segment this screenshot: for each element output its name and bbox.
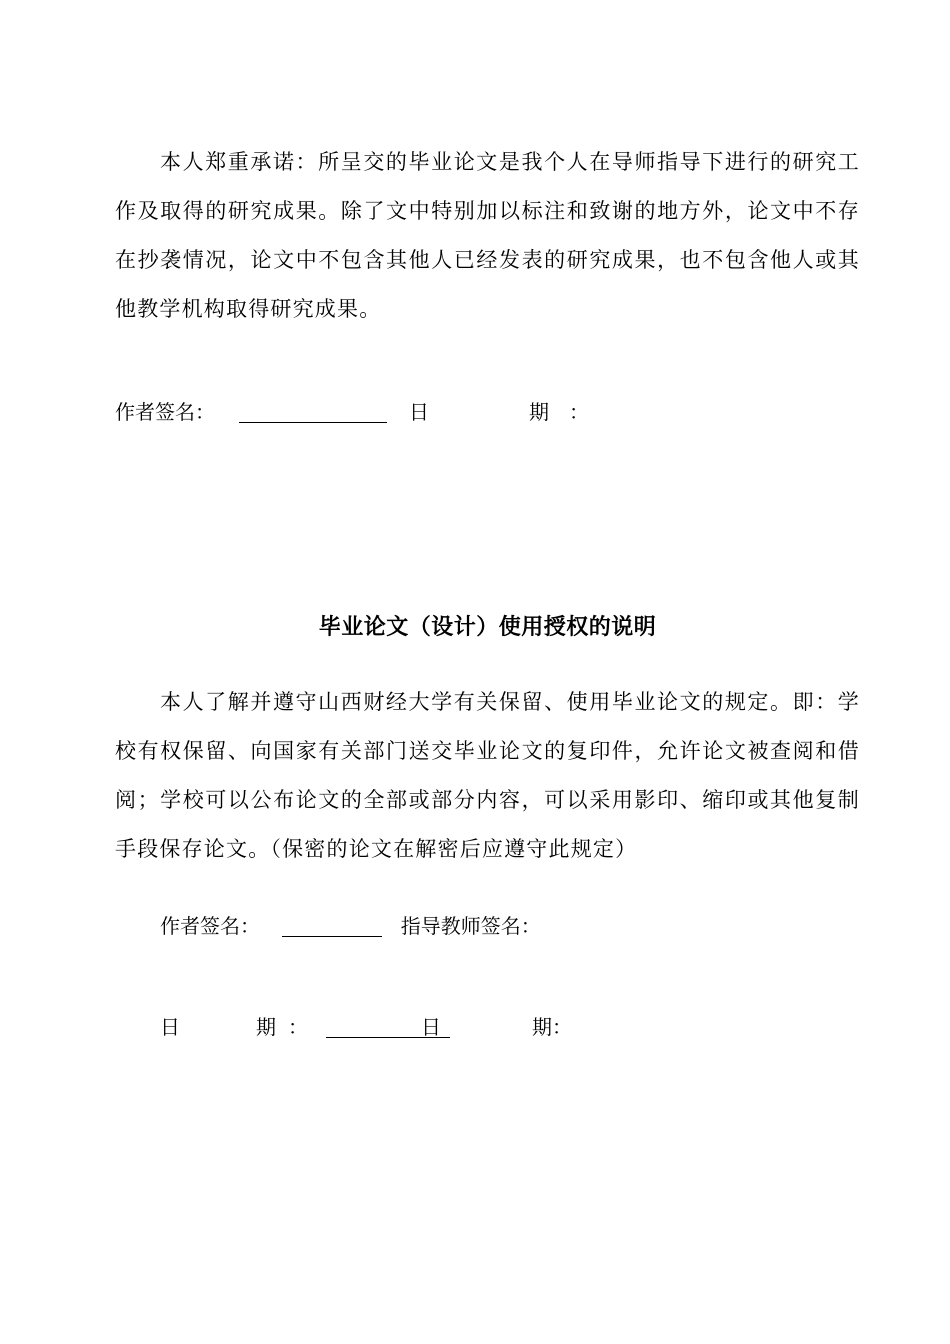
declaration-signature-row [115, 398, 387, 426]
declaration-date-row [409, 398, 609, 426]
date-label: 日 期： [160, 1015, 320, 1039]
authorization-signature-row [160, 912, 541, 940]
declaration-paragraph: 本人郑重承诺：所呈交的毕业论文是我个人在导师指导下进行的研究工作及取得的研究成果。除了文中特别加以标注和致谢的地方外，论文中不存在抄袭情况，论文中不包含其他人已经发表的研究成果，也不包含他人或其他教学机构取得研究成果。 [115, 150, 860, 321]
advisor-signature-label: 指导教师签名： [400, 914, 541, 938]
authorization-date-row [160, 1013, 450, 1041]
author-signature-label: 作者签名： [160, 914, 260, 938]
advisor-date-row [421, 1013, 441, 1041]
authorization-paragraph: 本人了解并遵守山西财经大学有关保留、使用毕业论文的规定。即：学校有权保留、向国家有关部门送交毕业论文的复印件，允许论文被查阅和借阅；学校可以公布论文的全部或部分内容，可以采用影印、缩印或其他复制手段保存论文。（保密的论文在解密后应遵守此规定） [115, 690, 860, 861]
authorization-title: 毕业论文（设计）使用授权的说明 [318, 615, 657, 640]
advisor-date-label-char1: 日 [421, 1015, 441, 1039]
advisor-date-label-char2: 期： [532, 1015, 572, 1039]
author-signature-blank[interactable] [239, 402, 387, 423]
author-signature-blank[interactable] [282, 916, 382, 937]
author-signature-label: 作者签名： [115, 400, 215, 424]
date-label: 日 期： [409, 400, 609, 424]
advisor-date-row-2 [532, 1013, 572, 1041]
